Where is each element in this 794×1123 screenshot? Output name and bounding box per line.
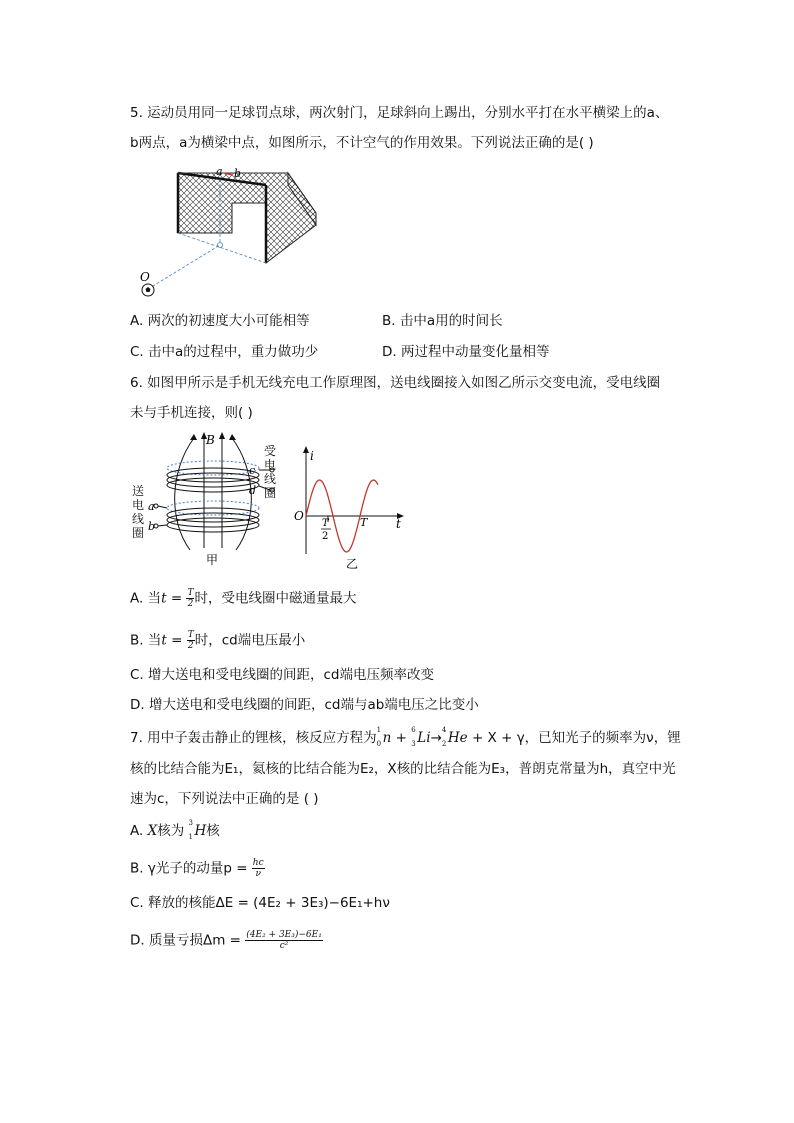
q6-option-a-text: 时，受电线圈中磁通量最大	[194, 590, 357, 607]
q6-label-c: c	[249, 464, 256, 477]
q7-option-a-mid: 核为	[157, 823, 189, 839]
q6-option-a-prefix: A. 当	[130, 590, 162, 607]
q6-label-d: d	[249, 484, 257, 497]
q6-option-a	[130, 588, 356, 609]
q7-option-b	[130, 858, 265, 879]
q6-stem-line1: 6. 如图甲所示是手机无线充电工作原理图，送电线圈接入如图乙所示交变电流，受电线圈	[130, 375, 661, 391]
q5-label-o: O	[140, 270, 150, 284]
q7-option-b-text: B. γ光子的动量p =	[130, 860, 252, 877]
q7-tritium: 3 1 H	[188, 819, 207, 841]
q7-option-a-x: X	[147, 823, 158, 839]
q7-option-d-fraction: $\frac{\text{(4E₂ + 3E₃)−6E₁}}{\text{c²}}$	[246, 930, 322, 951]
q6-graph-O: O	[294, 509, 304, 523]
q6-label-b: b	[148, 520, 156, 533]
q6-graph-Thalf-num: T	[322, 518, 329, 529]
q7-stem-line3: 速为c，下列说法中正确的是 ( )	[130, 791, 319, 807]
q6-caption-yi: 乙	[346, 557, 359, 571]
q6-option-d: D. 增大送电和受电线圈的间距，cd端与ab端电压之比变小	[130, 697, 479, 713]
q6-option-b-text: 时，cd端电压最小	[194, 632, 306, 649]
q6-option-c: C. 增大送电和受电线圈的间距，cd端电压频率改变	[130, 667, 434, 683]
q7-helium: 4 2 He	[441, 726, 468, 748]
q6-receiving-coil-label: 受电线圈	[264, 444, 277, 500]
q6-caption-jia: 甲	[206, 553, 219, 567]
q6-option-b-prefix: B. 当	[130, 632, 162, 649]
q7-option-d-text: D. 质量亏损Δm =	[130, 932, 246, 949]
q6-graph-T: T	[360, 516, 368, 529]
q7-arrow: →	[430, 730, 442, 746]
q5-label-a: a	[216, 165, 223, 178]
q7-option-a-prefix: A.	[130, 823, 148, 839]
q7-stem-prefix: 7. 用中子轰击静止的锂核，核反应方程为	[130, 730, 377, 746]
q7-option-b-fraction: $\frac{hc}{\nu}$	[252, 858, 264, 879]
q6-option-b	[130, 630, 305, 651]
q5-label-b: b	[234, 167, 242, 180]
q5-stem-line2: b两点，a为横梁中点，如图所示，不计空气的作用效果。下列说法正确的是( )	[130, 135, 594, 151]
q5-option-c: C. 击中a的过程中，重力做功少	[130, 344, 319, 360]
q6-graph-Thalf-den: 2	[322, 531, 329, 542]
q6-graph-t: t	[396, 517, 401, 531]
q5-option-a: A. 两次的初速度大小可能相等	[130, 313, 310, 329]
q7-option-c: C. 释放的核能ΔE = (4E₂ + 3E₃)−6E₁+hν	[130, 895, 390, 911]
q7-stem-line1	[130, 726, 681, 748]
q6-label-a: a	[148, 500, 155, 513]
q5-stem-line1: 5. 运动员用同一足球罚点球，两次射门，足球斜向上踢出，分别水平打在水平横梁上的a、	[130, 105, 669, 121]
q6-option-a-eq: =	[166, 590, 183, 607]
q7-lithium: 6 3 Li	[411, 726, 431, 748]
q6-option-b-eq: =	[166, 632, 183, 649]
q5-goal-figure	[136, 163, 336, 298]
q6-option-b-t: t	[161, 632, 167, 649]
q5-option-b: B. 击中a用的时间长	[382, 313, 503, 329]
q7-option-a	[130, 819, 220, 841]
q7-stem-post: + X + γ，已知光子的频率为ν，锂	[467, 730, 681, 746]
q7-option-d	[130, 930, 323, 951]
q6-stem-line2: 未与手机连接，则( )	[130, 405, 253, 421]
q7-option-a-post: 核	[206, 823, 220, 839]
q6-option-b-fraction: $\frac{T}{2}$	[187, 630, 194, 651]
q7-neutron: 1 0 n	[376, 726, 392, 748]
q6-sending-coil-label: 送电线圈	[132, 484, 145, 540]
q6-option-a-t: t	[161, 590, 167, 607]
q7-stem-line2: 核的比结合能为E₁，氦核的比结合能为E₂，X核的比结合能为E₃，普朗克常量为h，真空中光	[130, 761, 676, 777]
q5-option-d: D. 两过程中动量变化量相等	[382, 344, 550, 360]
q6-graph-i: i	[310, 449, 314, 463]
q7-plus: +	[391, 730, 412, 746]
q6-current-graph	[292, 446, 412, 572]
soccer-ball-icon	[142, 284, 154, 296]
q6-label-B: B	[206, 433, 215, 447]
q6-option-a-fraction: $\frac{T}{2}$	[187, 588, 194, 609]
